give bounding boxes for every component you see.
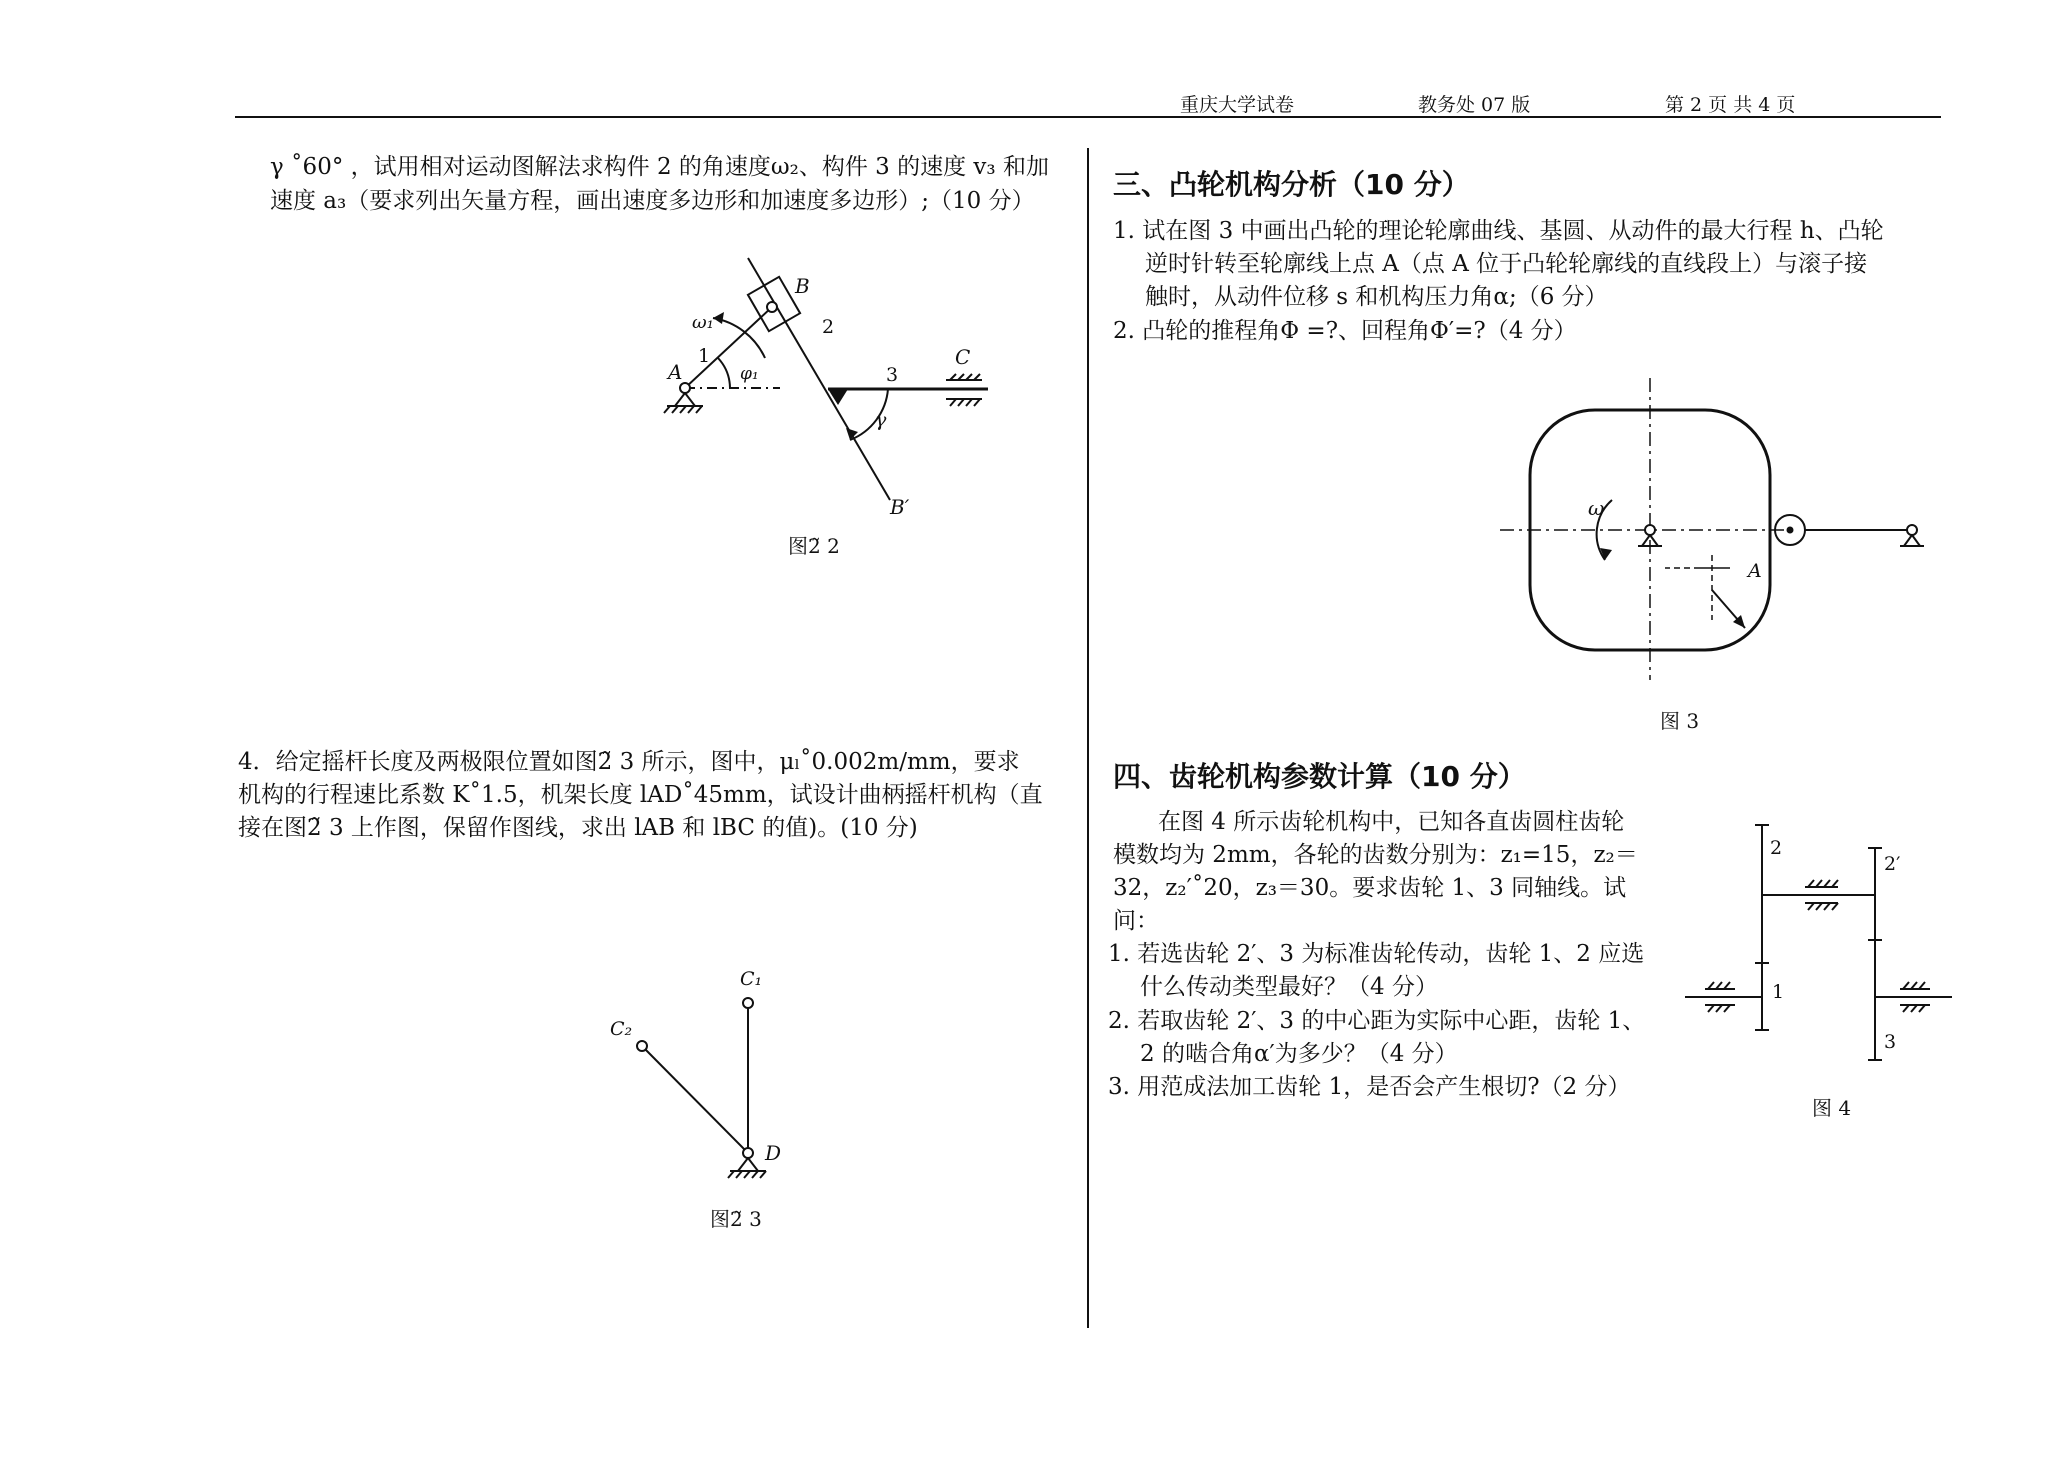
q4-line2: 机构的行程速比系数 K˚1.5，机架长度 lAD˚45mm，试设计曲柄摇杆机构（直 xyxy=(238,782,1043,808)
q3-line1: γ ˚60° ，试用相对运动图解法求构件 2 的角速度ω₂、构件 3 的速度 v₃ 和加 xyxy=(270,154,1049,180)
sec4-q2-l2: 2 的啮合角α′为多少？（4 分） xyxy=(1140,1041,1458,1067)
header-page: 第 2 页 共 4 页 xyxy=(1665,94,1796,116)
sec4-q1-l2: 什么传动类型最好？（4 分） xyxy=(1140,974,1438,1000)
fig4-label-3: 3 xyxy=(1884,1031,1897,1053)
sec4-para-4: 问： xyxy=(1113,908,1159,934)
sec3-item1-l3: 触时，从动件位移 s 和机构压力角α;（6 分） xyxy=(1145,284,1608,310)
sec4-para-3: 32，z₂′˚20，z₃＝30。要求齿轮 1、3 同轴线。试 xyxy=(1113,875,1627,901)
fig22-label-c: C xyxy=(955,345,971,369)
fig22-label-b: B xyxy=(795,274,810,298)
sec3-item1-l2: 逆时针转至轮廓线上点 A（点 A 位于凸轮轮廓线的直线段上）与滚子接 xyxy=(1145,251,1868,277)
fig4-caption: 图 4 xyxy=(1812,1096,1852,1120)
sec3-item1-l1: 1. 试在图 3 中画出凸轮的理论轮廓曲线、基圆、从动件的最大行程 h、凸轮 xyxy=(1113,218,1884,244)
header-school: 重庆大学试卷 xyxy=(1180,94,1295,116)
fig4-label-2prime: 2′ xyxy=(1884,853,1901,875)
fig3-label-omega: ω xyxy=(1588,496,1605,520)
fig23-label-c2: C₂ xyxy=(610,1018,633,1040)
sec4-q2-l1: 2. 若取齿轮 2′、3 的中心距为实际中心距，齿轮 1、 xyxy=(1108,1008,1646,1034)
fig22-label-bprime: B′ xyxy=(890,495,910,519)
sec4-q1-l1: 1. 若选齿轮 2′、3 为标准齿轮传动，齿轮 1、2 应选 xyxy=(1108,941,1645,967)
fig22-label-phi1: φ₁ xyxy=(740,364,759,384)
fig3-caption: 图 3 xyxy=(1660,709,1700,733)
fig23-label-c1: C₁ xyxy=(740,968,763,990)
fig4-label-1: 1 xyxy=(1772,981,1785,1003)
fig22-label-gamma: γ xyxy=(875,409,887,431)
fig22-label-omega1: ω₁ xyxy=(692,312,714,333)
fig4-label-2: 2 xyxy=(1770,837,1783,859)
sec3-item2: 2. 凸轮的推程角Φ =?、回程角Φ′=?（4 分） xyxy=(1113,318,1577,344)
sec4-q3: 3. 用范成法加工齿轮 1，是否会产生根切?（2 分） xyxy=(1108,1074,1631,1100)
fig22-caption: 图2̃ 2 xyxy=(788,534,840,558)
header-office: 教务处 07 版 xyxy=(1418,94,1531,116)
sec3-title: 三、凸轮机构分析（10 分） xyxy=(1113,168,1470,201)
q4-line1: 4．给定摇杆长度及两极限位置如图2̃ 3 所示，图中，μₗ˚0.002m/mm，要求 xyxy=(238,749,1020,775)
q3-line2: 速度 a₃（要求列出矢量方程，画出速度多边形和加速度多边形）;（10 分） xyxy=(270,188,1035,214)
sec4-para-2: 模数均为 2mm，各轮的齿数分别为：z₁=15，z₂＝ xyxy=(1113,842,1638,868)
fig22-label-1: 1 xyxy=(698,345,711,367)
fig22-label-a: A xyxy=(668,360,683,384)
q4-line3: 接在图2̃ 3 上作图，保留作图线，求出 lAB 和 lBC 的值)。(10 分) xyxy=(238,815,918,841)
fig23-caption: 图2̃ 3 xyxy=(710,1207,762,1231)
fig3-label-a: A xyxy=(1748,560,1762,582)
sec4-para-1: 在图 4 所示齿轮机构中，已知各直齿圆柱齿轮 xyxy=(1158,809,1625,835)
sec4-title: 四、齿轮机构参数计算（10 分） xyxy=(1113,760,1526,793)
fig22-label-2: 2 xyxy=(822,316,835,338)
fig22-label-3: 3 xyxy=(886,364,899,386)
fig23-label-d: D xyxy=(765,1141,782,1165)
